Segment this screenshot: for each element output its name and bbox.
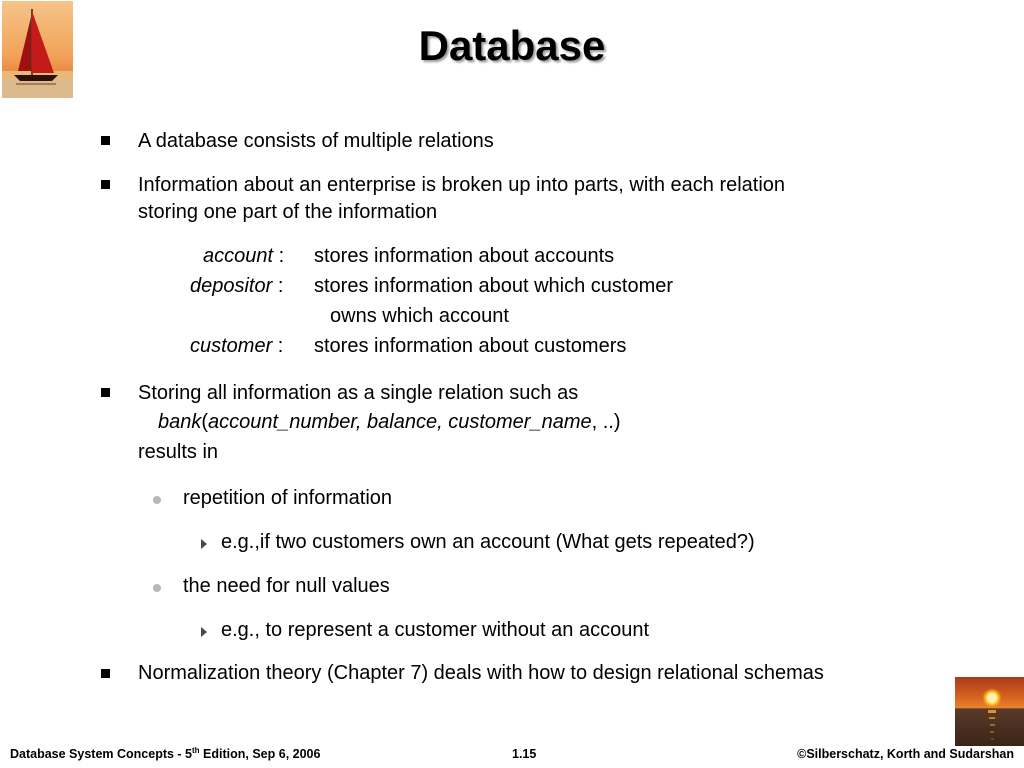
gray-dot-bullet-icon (153, 496, 161, 504)
bullet-text: Information about an enterprise is broken up into parts, with each relation (138, 174, 786, 196)
relation-customer (190, 334, 283, 358)
triangle-bullet-icon (201, 539, 207, 549)
relation-name: account (203, 245, 274, 267)
relation-name: bank (158, 411, 202, 433)
relation-description: stores information about which customer (314, 275, 674, 297)
square-bullet-icon (101, 136, 110, 145)
footer-copyright: ©Silberschatz, Korth and Sudarshan (797, 747, 1014, 761)
sub-sub-bullet-text: e.g., to represent a customer without an account (221, 619, 650, 641)
relation-account (203, 244, 284, 268)
separator: : (272, 335, 284, 357)
square-bullet-icon (101, 669, 110, 678)
relation-depositor (190, 274, 283, 298)
paren-close: , ..) (591, 411, 621, 433)
footer-book-title: Database System Concepts - 5 (10, 747, 193, 761)
relation-description: stores information about accounts (314, 245, 615, 267)
relation-description: stores information about customers (314, 335, 627, 357)
separator: : (273, 245, 285, 267)
bullet-text: A database consists of multiple relations (138, 130, 494, 152)
relation-name: customer (190, 335, 273, 357)
bullet-text: Normalization theory (Chapter 7) deals with how to design relational schemas (138, 662, 824, 684)
sub-bullet-text: the need for null values (183, 575, 390, 597)
bullet-text: Storing all information as a single relation such as (138, 382, 579, 404)
separator: : (272, 275, 284, 297)
footer-superscript: th (192, 745, 200, 755)
footer-page-number: 1.15 (512, 747, 537, 761)
bullet-text-continued: storing one part of the information (138, 201, 438, 223)
square-bullet-icon (101, 388, 110, 397)
relation-name: depositor (190, 275, 273, 297)
slide-title: Database (418, 22, 606, 69)
bullet-text-continued: results in (138, 441, 219, 463)
attribute-list: account_number, balance, customer_name (208, 411, 592, 433)
sub-bullet-text: repetition of information (183, 487, 393, 509)
square-bullet-icon (101, 180, 110, 189)
footer-edition-date: Edition, Sep 6, 2006 (199, 747, 321, 761)
gray-dot-bullet-icon (153, 584, 161, 592)
relation-description-continued: owns which account (330, 305, 509, 327)
triangle-bullet-icon (201, 627, 207, 637)
sunset-icon (955, 677, 1024, 746)
bank-schema (158, 410, 621, 434)
paren-open: ( (201, 411, 209, 433)
footer-left (10, 745, 320, 763)
sub-sub-bullet-text: e.g.,if two customers own an account (What gets repeated?) (221, 531, 755, 553)
